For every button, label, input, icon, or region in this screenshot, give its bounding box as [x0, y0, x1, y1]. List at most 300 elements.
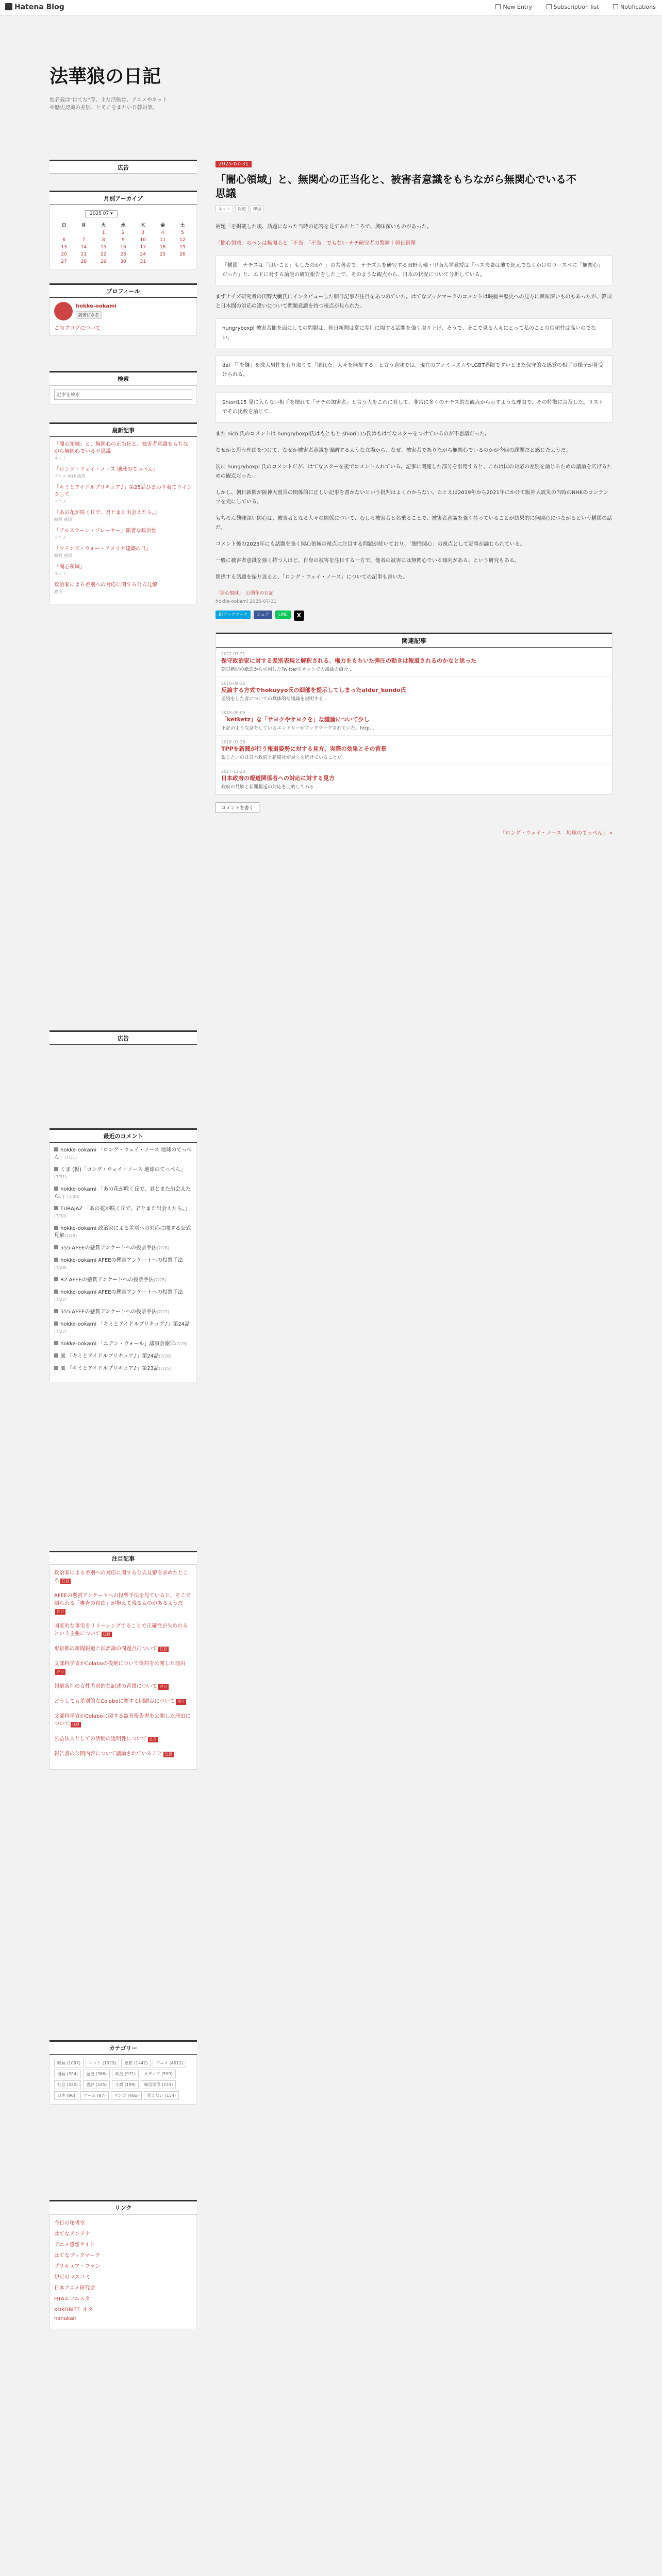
- calendar-day[interactable]: [173, 229, 192, 236]
- comment-item[interactable]: [54, 1206, 192, 1220]
- comment-item[interactable]: [54, 1225, 192, 1240]
- paragraph: まずナチズ研究者の田野大輔氏にインタビューした朝日記事が注目をあつめていた。はてなブックマークのコメントは映画や歴史への見方に興味深いものもあったが、韓国と日本間の対応の違いについて問題意識を持つ視点が見られた。: [216, 294, 612, 309]
- comment-text[interactable]: hokke-ookami 「あの花が咲く丘で、君とまた出会えたら。」: [54, 1187, 191, 1199]
- calendar-day-link[interactable]: 15: [100, 245, 107, 250]
- attention-title[interactable]: 報道各社の女性差別的な記述の背景について: [54, 1684, 157, 1689]
- links-title: リンク: [49, 2200, 197, 2214]
- calendar-day-link[interactable]: 29: [100, 259, 107, 264]
- comment-text[interactable]: hokke-ookami 「キミとアイドルプリキュア♪」第24話: [60, 1321, 190, 1327]
- calendar-day[interactable]: [54, 236, 74, 244]
- category-tag[interactable]: 感想 (1442): [121, 2059, 151, 2067]
- bell-icon: [613, 4, 618, 9]
- recent-item-category: アニメ: [54, 535, 67, 540]
- calendar-day[interactable]: [153, 251, 172, 258]
- related-summary: 朝日新聞の紙面から引用したTwitterのネットでの議論の紹介…: [221, 667, 353, 672]
- comment-text[interactable]: hokke-ookami AFEEの懸賞アンケートへの投票手法: [60, 1258, 183, 1263]
- calendar-day[interactable]: [113, 258, 133, 265]
- recent-item-title[interactable]: 「アルスラーン・プレーヤー」顕著な政治性: [54, 528, 157, 534]
- recent-item-title[interactable]: 「あの花が咲く丘で、君とまた出会えたら。」: [54, 510, 160, 516]
- related-summary: 政府の見解と新聞報道の対応を比較してみる…: [221, 785, 319, 790]
- paragraph: 一般に被害者意識を強く持つ人ほど、自身の被害を注目する一方で、他者の被害には無関心でいる傾向がある、という研究もある。: [216, 558, 520, 564]
- share-button[interactable]: シェア: [254, 611, 272, 619]
- calendar-day-link[interactable]: 24: [140, 252, 146, 257]
- calendar-day-link[interactable]: 10: [140, 238, 146, 243]
- calendar-day[interactable]: [153, 236, 172, 244]
- category-title: カテゴリー: [49, 2040, 197, 2055]
- article-body: [216, 223, 613, 582]
- hot-badge: 注目: [102, 1632, 112, 1637]
- hatena-blog-logo[interactable]: [5, 3, 64, 11]
- calendar-day-link[interactable]: 21: [80, 252, 87, 257]
- calendar-day-link[interactable]: 31: [140, 259, 146, 264]
- recent-item[interactable]: [54, 441, 192, 461]
- article-tag[interactable]: 韓国: [251, 206, 264, 212]
- comment-item[interactable]: [54, 1321, 192, 1335]
- related-item[interactable]: [216, 765, 612, 794]
- hatena-icon: [5, 3, 12, 10]
- comment-item[interactable]: [54, 1365, 192, 1372]
- attention-title[interactable]: 公益法人としての活動の透明性について: [54, 1736, 147, 1742]
- attention-item[interactable]: [54, 1698, 192, 1705]
- category-tag[interactable]: 見えない (154): [144, 2091, 179, 2100]
- calendar-day-link[interactable]: 30: [120, 259, 126, 264]
- recent-item-title[interactable]: 政治家による差別への対応に関する公式見解: [54, 582, 157, 588]
- comment-text[interactable]: 555 AFEEの懸賞アンケートへの投票手法: [60, 1309, 157, 1315]
- recent-item[interactable]: [54, 466, 192, 479]
- calendar-day: [173, 258, 192, 265]
- paragraph: 補題「を掲載した後、話題になった当時の応答を見てみたところで、興味深いものがあった。: [216, 224, 432, 230]
- calendar-day[interactable]: [74, 236, 93, 244]
- attention-item[interactable]: [54, 1645, 192, 1653]
- category-tag[interactable]: メディア (599): [141, 2070, 175, 2078]
- comment-date: (7/26): [175, 1342, 188, 1346]
- bookmark-button[interactable]: B!ブックマーク: [216, 611, 251, 619]
- calendar-day[interactable]: [94, 229, 113, 236]
- archive-title: 月別アーカイブ: [49, 191, 197, 205]
- calendar-day-link[interactable]: 16: [120, 245, 126, 250]
- attention-title[interactable]: 国家的な事実をリリーシングすることで正確性が失われるという主張について: [54, 1623, 188, 1637]
- external-link[interactable]: 今日の秘書室: [54, 2221, 85, 2226]
- attention-item[interactable]: [54, 1683, 192, 1690]
- related-item[interactable]: [216, 648, 612, 677]
- attention-item[interactable]: [54, 1713, 192, 1728]
- pencil-icon: [495, 4, 501, 9]
- paragraph: もちろん興味深い関心は、被害者となる人々の関係について、むしろ被害者と名乗ることで、被害者意識を強く持っていることが結果的に無関心につながるという構図の話だ。: [216, 516, 613, 531]
- follow-button[interactable]: 読者になる: [76, 311, 102, 319]
- comment-date: (7/28): [54, 1265, 67, 1270]
- article-author: hokke-ookami 2025-07-31: [216, 599, 277, 604]
- hot-badge: 注目: [71, 1722, 81, 1727]
- brand-label: Hatena Blog: [14, 3, 64, 11]
- comment-icon: [54, 1290, 58, 1294]
- calendar-day[interactable]: [173, 244, 192, 251]
- calendar-day[interactable]: [94, 258, 113, 265]
- comment-icon: [54, 1309, 58, 1313]
- recent-item-category: アニメ: [54, 499, 67, 504]
- attention-item[interactable]: [54, 1569, 192, 1585]
- blockquote: dai 「「を嫌」を成人男性を有り取りて「壊れた」人々を無視する」と言う意味では、現在のフェミニズムやLGBT界隈ですいとまた保守的な感覚の相手の様子が見受けられる。: [216, 355, 613, 385]
- external-link[interactable]: 伊豆のマスコミ: [54, 2275, 90, 2280]
- calendar-day[interactable]: [153, 244, 172, 251]
- weekday-label: 月: [81, 223, 86, 228]
- search-input[interactable]: [54, 389, 192, 400]
- calendar-day-link[interactable]: 14: [80, 245, 87, 250]
- article-tag[interactable]: 報道: [235, 206, 249, 212]
- hot-badge: 注目: [158, 1684, 169, 1690]
- paragraph: 次に hungryboxpl 氏のコメントだが、はてなスターを後でコメント入れている。記事に関連した部分を引用すると、これは国の対応の差別を論じるための議論を広げるための観点だった。: [216, 464, 612, 479]
- recent-item-category: ネット: [54, 571, 67, 576]
- share-buttons: [216, 611, 613, 621]
- calendar-day[interactable]: [133, 244, 153, 251]
- calendar: [54, 221, 192, 265]
- related-summary: 報じたいのは日本政府と新聞社が対立を続けていることだ。: [221, 755, 347, 760]
- calendar-day-link[interactable]: 6: [62, 238, 65, 243]
- comment-item[interactable]: [54, 1309, 192, 1316]
- hot-badge: 注目: [176, 1699, 186, 1705]
- attention-title[interactable]: どうしても差別的なColaboに関する問題点について: [54, 1699, 175, 1704]
- category-tag[interactable]: ゲーム (87): [80, 2091, 109, 2100]
- calendar-day-link[interactable]: 4: [161, 230, 164, 235]
- calendar-day-link[interactable]: 5: [180, 230, 184, 235]
- article-tag[interactable]: ネット: [216, 206, 233, 212]
- comment-icon: [54, 1366, 58, 1370]
- comment-item[interactable]: [54, 1186, 192, 1200]
- category-tag[interactable]: 映画 (1097): [54, 2059, 84, 2067]
- related-section: [216, 632, 613, 795]
- calendar-day-link[interactable]: 7: [82, 238, 86, 243]
- attention-title[interactable]: 報告書の公開内容について議論されていること: [54, 1751, 162, 1757]
- related-summary: 差別をした者についての具体的な議論を説明する…: [221, 697, 328, 702]
- profile-name[interactable]: hokke-ookami: [76, 303, 117, 309]
- calendar-day-link[interactable]: 26: [179, 252, 186, 257]
- attention-title[interactable]: 東京都の新聞報道と国語論の問題点について: [54, 1646, 157, 1652]
- calendar-day-link[interactable]: 3: [141, 230, 145, 235]
- external-link[interactable]: アニメ感想サイト: [54, 2242, 95, 2248]
- comment-icon: [54, 1321, 58, 1326]
- category-tag[interactable]: アニメ (4012): [153, 2059, 186, 2067]
- comment-date: (7/27): [156, 1310, 170, 1314]
- category-tag[interactable]: 漫画 (324): [54, 2070, 81, 2078]
- blog-title[interactable]: 法華狼の日記: [49, 65, 161, 87]
- calendar-day[interactable]: [94, 251, 113, 258]
- article-tags: [216, 205, 613, 212]
- hot-badge: 注目: [55, 1669, 65, 1675]
- comment-item[interactable]: [54, 1245, 192, 1252]
- profile-title: プロフィール: [49, 283, 197, 298]
- attention-item[interactable]: [54, 1592, 192, 1615]
- month-select[interactable]: 2025 07 ▾: [85, 210, 118, 217]
- external-link[interactable]: HTAエフエスタ: [54, 2296, 90, 2302]
- recent-item[interactable]: [54, 582, 192, 595]
- calendar-day[interactable]: [94, 244, 113, 251]
- attention-item[interactable]: [54, 1735, 192, 1743]
- related-item[interactable]: [216, 706, 612, 736]
- calendar-day: [54, 229, 74, 236]
- calendar-day-link[interactable]: 27: [61, 259, 67, 264]
- related-summary: 下記のような話をしているエントリーがブックマークされていた。http…: [221, 726, 374, 731]
- comment-icon: [54, 1277, 58, 1281]
- comment-item[interactable]: [54, 1166, 192, 1181]
- calendar-week: [54, 251, 192, 258]
- external-link[interactable]: はてなブックマーク: [54, 2253, 101, 2259]
- notifications-button[interactable]: Notifications: [613, 4, 656, 10]
- paragraph: また nichi氏のコメントは hungryboxpl氏はもともと shiori115氏はもはてなスターをつけているのが不思議だった。: [216, 431, 490, 437]
- comment-icon: [54, 1147, 58, 1151]
- comment-text[interactable]: R2 AFEEの懸賞アンケートへの投票手法: [60, 1277, 154, 1283]
- related-title-link[interactable]: 「ketketz」な「サヨクやサヨクを」な議論について少し: [221, 716, 370, 723]
- attention-item[interactable]: [54, 1622, 192, 1638]
- comment-date: (7/30): [54, 1214, 67, 1218]
- comment-item[interactable]: [54, 1147, 192, 1161]
- calendar-week: [54, 236, 192, 244]
- comment-icon: [54, 1187, 58, 1191]
- blog-header: [49, 62, 617, 112]
- search-title: 検索: [49, 371, 197, 385]
- calendar-week: [54, 244, 192, 251]
- comment-item[interactable]: [54, 1353, 192, 1360]
- related-title-link[interactable]: 反論する方式でhokuyyo氏の細部を提示してしまったalder_kondo氏: [221, 687, 406, 693]
- ad-section-2: [49, 1030, 197, 1045]
- comment-text[interactable]: TURAJAZ 「あの花が咲く丘で、君とまた出会えたら。」: [60, 1206, 190, 1212]
- category-tag[interactable]: 書評 (245): [83, 2080, 110, 2089]
- attention-item[interactable]: [54, 1660, 192, 1675]
- attention-section: [49, 1551, 197, 1770]
- blockquote: 「構図 ナチスは「良いこと」もしたのか？」の共著者で、ナチズムを研究する田野大輔・甲南大学教授は「ヘス夫妻は地で紀元でなくかけのロースベに「無関心」だった」と、エドに対する論説の研究報告をした上で、そのような観点から、日本の状況について分析している。: [216, 256, 613, 285]
- calendar-week: [54, 258, 192, 265]
- calendar-day[interactable]: [133, 229, 153, 236]
- comment-date: (7/31): [54, 1175, 67, 1179]
- recent-section: [49, 422, 197, 604]
- weekday-label: 日: [61, 223, 67, 228]
- weekday-label: 金: [160, 223, 166, 228]
- article-title[interactable]: 「闇心領域」と、無関心の正当化と、被害者意識をもちながら無関心でいる不思議: [216, 173, 576, 199]
- calendar-week: [54, 229, 192, 236]
- weekday-label: 土: [180, 223, 185, 228]
- comment-date: (7/27): [54, 1297, 67, 1302]
- recent-item-category: 映画 感想: [54, 553, 72, 558]
- next-article-link[interactable]: 「ロング・ウェイ・ノース 地球のてっぺん」 »: [500, 831, 613, 836]
- related-date: 2022-07-21: [221, 652, 245, 656]
- external-link[interactable]: nanakari: [54, 2316, 77, 2321]
- comment-icon: [54, 1341, 58, 1345]
- external-link[interactable]: プリキュア・ファン: [54, 2264, 101, 2269]
- category-tag[interactable]: 小説 (199): [112, 2080, 139, 2089]
- category-tag[interactable]: ネット (1929): [86, 2059, 119, 2067]
- calendar-day[interactable]: [133, 258, 153, 265]
- comment-text[interactable]: hokke-ookami 政治家による差別への対応に関する公式見解: [54, 1226, 191, 1239]
- calendar-day-link[interactable]: 9: [122, 238, 125, 243]
- recent-item-title[interactable]: 「闇心領域」と、無関心の正当化と、被害者意識をもちながら無関心でいる不思議: [54, 442, 188, 454]
- calendar-day[interactable]: [173, 251, 192, 258]
- comment-text[interactable]: 風 「キミとアイドルプリキュア♪」第23話: [60, 1366, 159, 1371]
- calendar-day[interactable]: [54, 258, 74, 265]
- recent-item-title[interactable]: 「ツインズ・ウォー・アメリカ建築の日」: [54, 546, 152, 552]
- search-section: [49, 371, 197, 404]
- calendar-day[interactable]: [74, 258, 93, 265]
- paragraph: しかし、朝日新聞が阪神大震災の関係的に正しい記事を書かないという批判はよくわからない。たとえば2019年から2021年にかけて阪神大震災の当時のNHKのコンテンツを元にしている。: [216, 490, 608, 505]
- archive-section: [49, 191, 197, 270]
- category-tag[interactable]: 歴史 (386): [83, 2070, 110, 2078]
- hot-badge: 注目: [55, 1609, 65, 1615]
- related-title-link[interactable]: 保守政治家に対する差別表現と解釈される、権力をもちいた弾圧の動きは報道されるのかなと思った: [221, 657, 476, 664]
- comment-text[interactable]: hokke-ookami 「ロング・ウェイ・ノース 地球のてっぺん」: [54, 1147, 192, 1160]
- related-title-link[interactable]: TPPを新聞が行う報道姿勢に対する見方、実際の効果とその背景: [221, 745, 387, 752]
- recent-item[interactable]: [54, 528, 192, 540]
- calendar-day[interactable]: [133, 251, 153, 258]
- comment-icon: [54, 1353, 58, 1358]
- external-link[interactable]: 日本アニメ研究会: [54, 2285, 95, 2291]
- weekday-label: 木: [140, 223, 145, 228]
- subscription-list-button[interactable]: Subscription list: [547, 4, 599, 10]
- weekday-label: 水: [121, 223, 126, 228]
- category-tag[interactable]: 政治 (971): [112, 2070, 139, 2078]
- hot-badge: 注目: [148, 1737, 158, 1742]
- footer-link[interactable]: 「闇心領域」 公開年の日記: [216, 591, 274, 596]
- related-date: 2018-03-28: [221, 740, 245, 744]
- comment-date: (7/29): [64, 1233, 77, 1238]
- ad-title-2: 広告: [49, 1030, 197, 1045]
- x-share-icon[interactable]: X: [294, 611, 304, 621]
- calendar-day-link[interactable]: 28: [80, 259, 87, 264]
- recent-item-title[interactable]: 「キミとアイドルプリキュア♪」第25話ひまわり着てウインクして: [54, 485, 192, 498]
- calendar-day[interactable]: [173, 236, 192, 244]
- related-date: 2017-11-20: [221, 769, 245, 774]
- recent-item-category: 政治: [54, 589, 62, 594]
- calendar-day-link[interactable]: 23: [120, 252, 126, 257]
- calendar-day[interactable]: [74, 251, 93, 258]
- recent-title: 最新記事: [49, 422, 197, 437]
- recent-item[interactable]: [54, 510, 192, 522]
- attention-title[interactable]: 文部科学省がColaboの役割について資料を公開した理由: [54, 1661, 186, 1667]
- comment-date: (7/26): [159, 1354, 172, 1359]
- article-date[interactable]: 2025-07-31: [216, 161, 252, 167]
- recent-item-title[interactable]: 「ロング・ウェイ・ノース 地球のてっぺん」: [54, 467, 158, 472]
- attention-title[interactable]: 文部科学省がColaboに関する監査報告書を公開した理由について: [54, 1714, 191, 1727]
- calendar-day-link[interactable]: 20: [61, 252, 67, 257]
- comments-section: [49, 1128, 197, 1382]
- calendar-day-link[interactable]: 2: [122, 230, 125, 235]
- recent-list: [49, 437, 197, 604]
- source-link[interactable]: 「闇心領域」のペンは無関心と「不当」「不当」でもない ナチ研究者の警鐘｜朝日新聞: [216, 241, 416, 246]
- search-box: [49, 385, 197, 404]
- comment-text[interactable]: くま (仮)「ロング・ウェイ・ノース 地球のてっぺん」: [60, 1167, 186, 1173]
- paragraph: なぜかと思う理由をつけて、なぜか被害者意識を強調するような立場から、なぜ、被害者でありながら無関心でいるのかが今回の課題だと感じたようだ。: [216, 448, 571, 453]
- attention-title[interactable]: 政治家による差別への対応に関する公式見解を求めたところ: [54, 1570, 188, 1584]
- calendar-day[interactable]: [74, 244, 93, 251]
- avatar[interactable]: [54, 302, 73, 320]
- links-section: [49, 2200, 197, 2329]
- comment-item[interactable]: [54, 1289, 192, 1303]
- calendar-day-link[interactable]: 18: [159, 245, 166, 250]
- comment-date: (7/28): [154, 1278, 167, 1282]
- category-box: [49, 2055, 197, 2105]
- recent-item[interactable]: [54, 484, 192, 504]
- comment-date: (7/25): [159, 1366, 172, 1371]
- recent-item[interactable]: [54, 564, 192, 577]
- about-link[interactable]: このブログについて: [54, 326, 101, 331]
- external-link[interactable]: はてなアンテナ: [54, 2231, 90, 2237]
- calendar-day[interactable]: [113, 236, 133, 244]
- comment-icon: [54, 1226, 58, 1230]
- attention-title: 注目記事: [49, 1551, 197, 1565]
- calendar-day[interactable]: [54, 244, 74, 251]
- related-item[interactable]: [216, 677, 612, 706]
- recent-item-title[interactable]: 「闇心領域」: [54, 564, 85, 570]
- calendar-box: [49, 205, 197, 270]
- recent-item-category: ネット: [54, 456, 67, 461]
- calendar-day-link[interactable]: 22: [100, 252, 107, 257]
- category-tag[interactable]: 社会 (330): [54, 2080, 81, 2089]
- blog-description: 他名義は"はてな"等、主な活動は、アニメやネットや歴史認識の差別、とそこをまたい日韓対策。: [49, 97, 168, 111]
- calendar-day-link[interactable]: 13: [61, 245, 67, 250]
- new-entry-button[interactable]: New Entry: [495, 4, 532, 10]
- comment-text[interactable]: 風 「キミとアイドルプリキュア♪」第24話: [60, 1353, 159, 1359]
- ad-title: 広告: [49, 160, 197, 174]
- calendar-day-link[interactable]: 17: [140, 245, 146, 250]
- related-item[interactable]: [216, 736, 612, 765]
- hot-badge: 注目: [158, 1647, 169, 1652]
- calendar-day[interactable]: [54, 251, 74, 258]
- calendar-day-link[interactable]: 1: [102, 230, 105, 235]
- list-icon: [547, 4, 552, 9]
- recent-item[interactable]: [54, 546, 192, 558]
- calendar-day-link[interactable]: 25: [159, 252, 166, 257]
- calendar-day-link[interactable]: 11: [159, 238, 166, 243]
- ad-section: [49, 160, 197, 174]
- attention-title[interactable]: AFEEの懸賞アンケートへの投票手法を見ていると、そこで語られる「審査の自由」が抱えて残るものがあるようだ: [54, 1593, 191, 1606]
- calendar-day-link[interactable]: 19: [179, 245, 186, 250]
- external-link[interactable]: KOKOBITT: ネタ: [54, 2307, 93, 2313]
- comment-icon: [54, 1206, 58, 1210]
- hot-badge: 注目: [163, 1752, 174, 1757]
- comment-item[interactable]: [54, 1277, 192, 1284]
- comment-item[interactable]: [54, 1341, 192, 1348]
- category-tag[interactable]: 韓国関係 (233): [141, 2080, 176, 2089]
- write-comment-button[interactable]: コメントを書く: [216, 802, 259, 813]
- calendar-day[interactable]: [94, 236, 113, 244]
- profile-section: [49, 283, 197, 336]
- comment-icon: [54, 1258, 58, 1262]
- attention-list: [49, 1565, 197, 1770]
- line-button[interactable]: LINE: [275, 611, 291, 619]
- attention-item[interactable]: [54, 1750, 192, 1758]
- calendar-day[interactable]: [153, 229, 172, 236]
- comments-title: 最近のコメント: [49, 1128, 197, 1143]
- comment-text[interactable]: 555 AFEEの懸賞アンケートへの投票手法: [60, 1245, 157, 1251]
- link-list: [49, 2214, 197, 2329]
- main-content: [216, 160, 613, 836]
- category-tag[interactable]: マンガ (466): [111, 2091, 142, 2100]
- calendar-day[interactable]: [113, 251, 133, 258]
- calendar-day[interactable]: [133, 236, 153, 244]
- comment-date: (7/31): [64, 1155, 77, 1160]
- calendar-day[interactable]: [113, 229, 133, 236]
- comment-text[interactable]: hokke-ookami AFEEの懸賞アンケートへの投票手法: [60, 1290, 183, 1295]
- related-title-link[interactable]: 日本政府の報道関係者への対応に対する見方: [221, 775, 335, 782]
- top-menu: [483, 4, 656, 10]
- blockquote: hungryboxpl 被害者側を面にしての問題は、朝日新聞は常に差別に関する話題を強く取り上げ、そうで、そこで見る人々にとって私のことの信頼性は高いのでない。: [216, 318, 613, 348]
- comment-item[interactable]: [54, 1257, 192, 1272]
- calendar-day[interactable]: [113, 244, 133, 251]
- recent-item-category: 映画 感想: [54, 517, 72, 522]
- comment-text[interactable]: hokke-ookami 「エデン・ウォール」議事会謝罪: [60, 1341, 175, 1347]
- calendar-day-link[interactable]: 12: [179, 238, 186, 243]
- related-title: 関連記事: [216, 633, 612, 648]
- comment-icon: [54, 1167, 58, 1171]
- category-section: [49, 2040, 197, 2105]
- calendar-day-link[interactable]: 8: [102, 238, 105, 243]
- category-tag[interactable]: 日本 (96): [54, 2091, 78, 2100]
